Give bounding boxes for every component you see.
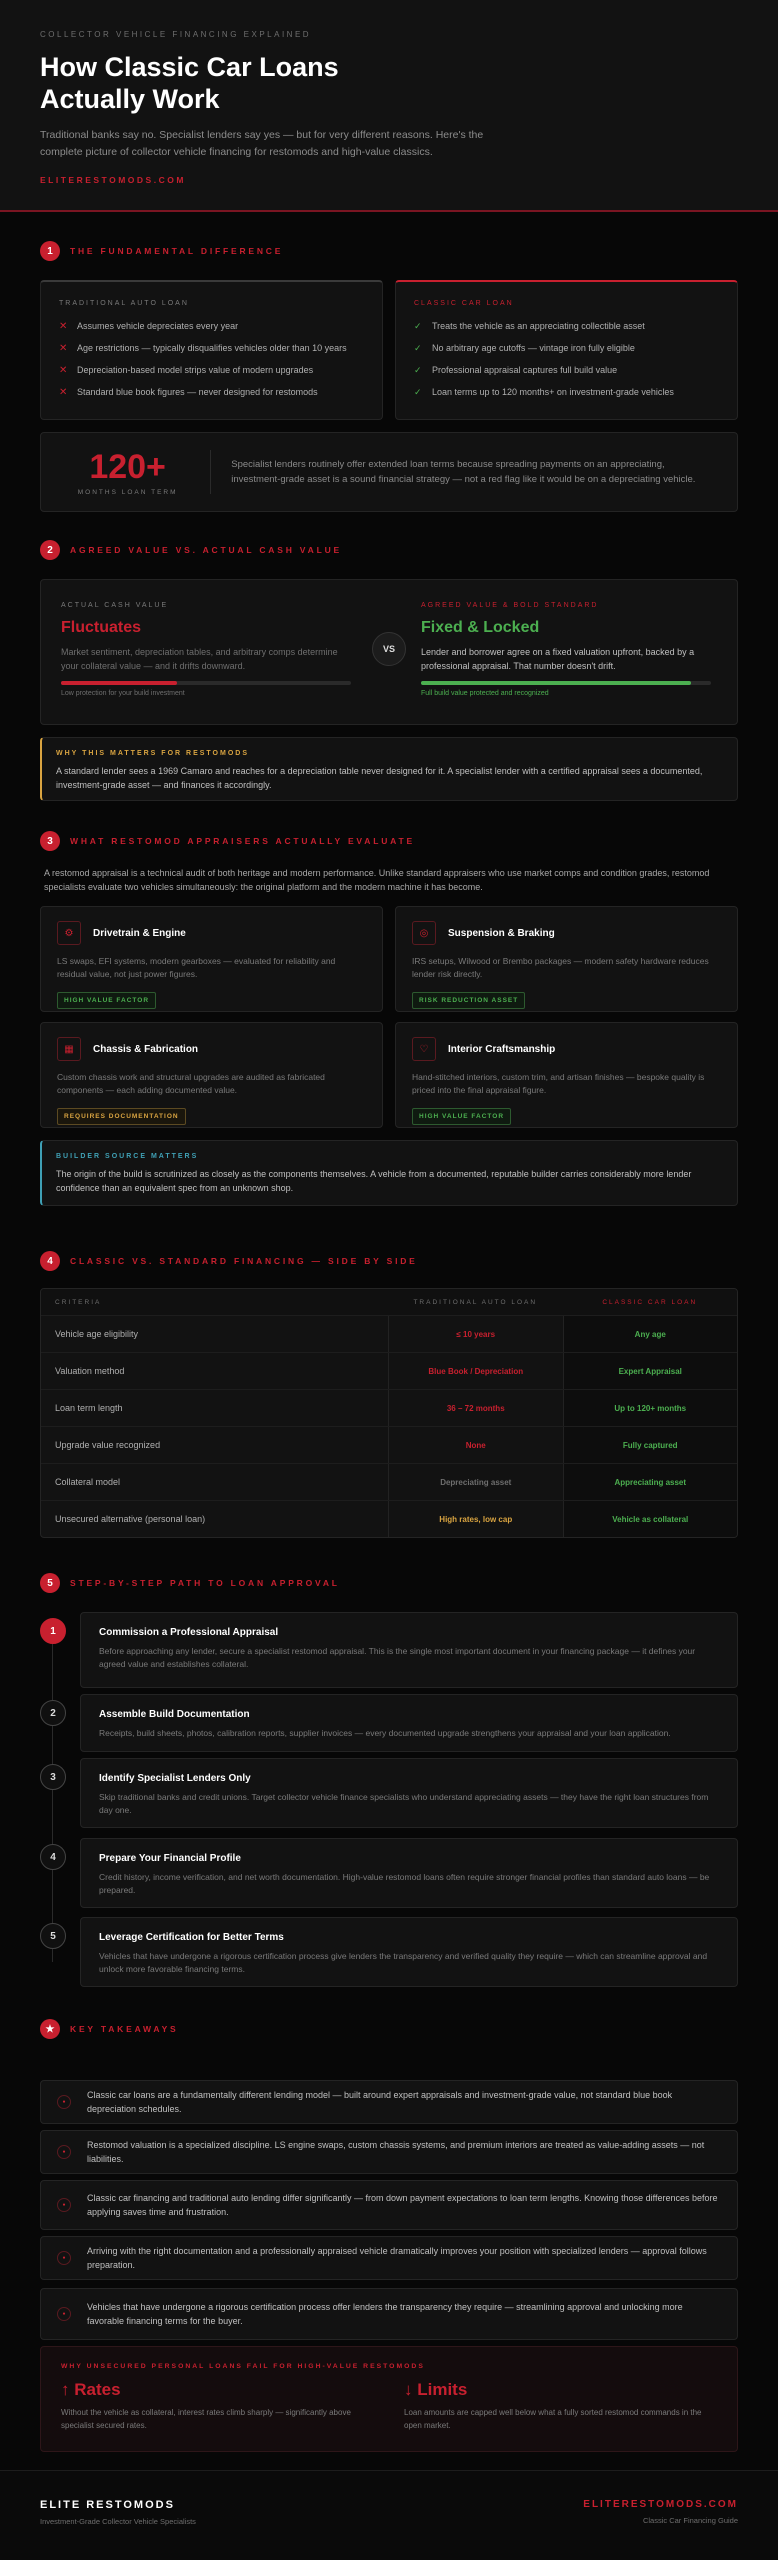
- card-title: Suspension & Braking: [448, 927, 555, 939]
- bullet-icon: ●: [57, 2145, 71, 2159]
- criteria-cell: Loan term length: [55, 1403, 123, 1413]
- criteria-cell: Unsecured alternative (personal loan): [55, 1514, 206, 1524]
- table-row: [41, 1463, 737, 1500]
- list-item: [414, 359, 719, 381]
- unsecured-loans-warning: [40, 2346, 738, 2452]
- section-title: CLASSIC VS. STANDARD FINANCING — SIDE BY SIDE: [70, 1256, 418, 1266]
- criteria-cell: Vehicle age eligibility: [55, 1329, 139, 1339]
- step-card: [80, 1694, 738, 1752]
- value-comparison-card: [40, 579, 738, 725]
- step-title: Prepare Your Financial Profile: [99, 1853, 241, 1864]
- section-key-takeaways: [40, 2018, 738, 2326]
- section-fundamental-difference: [40, 240, 738, 512]
- value-tag: HIGH VALUE FACTOR: [412, 1108, 511, 1125]
- list-item-text: Treats the vehicle as an appreciating collectible asset: [432, 321, 645, 331]
- section-number: 4: [40, 1251, 60, 1271]
- acv-title: Fluctuates: [61, 619, 142, 636]
- table-row: [41, 1315, 737, 1352]
- step-text: Receipts, build sheets, photos, calibration reports, supplier invoices — every documented upgrade strengthens your appraisal and your loan application.: [99, 1728, 671, 1738]
- builder-callout: [40, 1140, 738, 1206]
- value-tag: RISK REDUCTION ASSET: [412, 992, 525, 1009]
- step-text: Credit history, income verification, and net worth documentation. High-value restomod loans often require stronger financial profiles than standard auto loans — be prepared.: [99, 1872, 710, 1895]
- criteria-cell: Collateral model: [55, 1477, 121, 1487]
- comparison-table: [40, 1288, 738, 1538]
- table-row: [41, 1389, 737, 1426]
- table-row: [41, 1426, 737, 1463]
- classic-cell: Vehicle as collateral: [563, 1501, 737, 1537]
- list-item-text: Age restrictions — typically disqualifies vehicles older than 10 years: [77, 343, 347, 353]
- acv-text: Market sentiment, depreciation tables, and arbitrary comps determine your collateral value — and it drifts downward.: [61, 647, 338, 671]
- list-item: [59, 359, 364, 381]
- classic-cell: Up to 120+ months: [563, 1390, 737, 1426]
- list-item-text: Professional appraisal captures full build value: [432, 365, 618, 375]
- check-icon: ✓: [414, 386, 422, 397]
- acv-label: ACTUAL CASH VALUE: [61, 602, 169, 609]
- section-number: ★: [40, 2019, 60, 2039]
- callout-title: BUILDER SOURCE MATTERS: [56, 1153, 199, 1160]
- list-item: [59, 381, 364, 403]
- evaluation-card: [395, 906, 738, 1012]
- vs-badge: VS: [372, 632, 406, 666]
- takeaway-item: [40, 2080, 738, 2124]
- section-title: THE FUNDAMENTAL DIFFERENCE: [70, 246, 284, 256]
- footer-site-link[interactable]: ELITERESTOMODS.COM: [583, 2499, 738, 2510]
- step-number: 2: [40, 1700, 66, 1726]
- x-icon: ✕: [59, 364, 68, 376]
- traditional-cell: Blue Book / Depreciation: [388, 1353, 562, 1389]
- step-text: Vehicles that have undergone a rigorous certification process give lenders the transparency and verified quality they require — which can streamline approval and unlock more favorable financing terms.: [99, 1951, 708, 1974]
- gear-icon: ⚙: [57, 921, 81, 945]
- section-agreed-value: [40, 539, 738, 801]
- tag-wrap: [57, 989, 366, 1009]
- acv-bar: [61, 681, 351, 685]
- list-item: [59, 337, 364, 359]
- value-tag: HIGH VALUE FACTOR: [57, 992, 156, 1009]
- hero: [0, 0, 778, 212]
- x-icon: ✕: [59, 386, 68, 398]
- card-label: TRADITIONAL AUTO LOAN: [59, 300, 189, 307]
- evaluation-card: [40, 906, 383, 1012]
- tag-wrap: [57, 1105, 366, 1125]
- section-number: 1: [40, 241, 60, 261]
- check-icon: ✓: [414, 364, 422, 375]
- section-approval-steps: [40, 1572, 738, 1992]
- traditional-loan-card: [40, 280, 383, 420]
- section-title: STEP-BY-STEP PATH TO LOAN APPROVAL: [70, 1578, 340, 1588]
- classic-loan-card: [395, 280, 738, 420]
- classic-cell: Any age: [563, 1316, 737, 1352]
- list-item-text: Assumes vehicle depreciates every year: [77, 321, 239, 331]
- table-row: [41, 1500, 737, 1537]
- stat-value: 120+: [89, 447, 166, 486]
- loan-term-stat: [40, 432, 738, 512]
- card-header: [412, 1037, 721, 1061]
- section-title: KEY TAKEAWAYS: [70, 2024, 179, 2034]
- restomod-callout: [40, 737, 738, 801]
- section-title: WHAT RESTOMOD APPRAISERS ACTUALLY EVALUATE: [70, 836, 415, 846]
- step-title: Commission a Professional Appraisal: [99, 1627, 279, 1638]
- step-number: 3: [40, 1764, 66, 1790]
- callout-title: WHY THIS MATTERS FOR RESTOMODS: [56, 750, 250, 757]
- footer: [0, 2470, 778, 2560]
- bullet-icon: ●: [57, 2307, 71, 2321]
- traditional-cell: Depreciating asset: [388, 1464, 562, 1500]
- card-title: Interior Craftsmanship: [448, 1043, 556, 1055]
- section-title: AGREED VALUE VS. ACTUAL CASH VALUE: [70, 545, 342, 555]
- rates-text: Without the vehicle as collateral, interest rates climb sharply — significantly above specialist secured rates.: [61, 2408, 351, 2430]
- list-item: [59, 315, 364, 337]
- limits-title: ↓ Limits: [404, 2380, 468, 2399]
- takeaway-item: [40, 2130, 738, 2174]
- hero-eyebrow: COLLECTOR VEHICLE FINANCING EXPLAINED: [40, 30, 312, 39]
- table-row: [41, 1352, 737, 1389]
- table-header-classic: CLASSIC CAR LOAN: [602, 1298, 698, 1306]
- evaluation-card: [395, 1022, 738, 1128]
- card-text: IRS setups, Wilwood or Brembo packages — modern safety hardware reduces lender risk directly.: [412, 956, 709, 979]
- section-appraisers-evaluate: [40, 830, 738, 1206]
- takeaway-text: Classic car financing and traditional auto lending differ significantly — from down payment expectations to loan term lengths. Knowing those differences before applying saves time and frustration.: [87, 2193, 718, 2217]
- bullet-icon: ●: [57, 2095, 71, 2109]
- section-number: 5: [40, 1573, 60, 1593]
- takeaway-item: [40, 2180, 738, 2230]
- step-text: Skip traditional banks and credit unions. Target collector vehicle finance specialists who understand appreciating assets — they have the right loan structures from day one.: [99, 1792, 709, 1815]
- list-item-text: Standard blue book figures — never designed for restomods: [77, 387, 318, 397]
- card-text: Custom chassis work and structural upgrades are audited as fabricated components — each adding documented value.: [57, 1072, 325, 1095]
- step-item: [40, 1612, 738, 1688]
- takeaway-text: Classic car loans are a fundamentally different lending model — built around expert appraisals and investment-grade value, not standard blue book depreciation schedules.: [87, 2090, 673, 2114]
- frame-icon: ▦: [57, 1037, 81, 1061]
- agreed-title: Fixed & Locked: [421, 619, 540, 636]
- takeaway-text: Vehicles that have undergone a rigorous certification process offer lenders the transparency they require — streamlining approval and unlocking more favorable financing terms for the buyer.: [87, 2302, 683, 2326]
- takeaway-text: Restomod valuation is a specialized discipline. LS engine swaps, custom chassis systems, and premium interiors are treated as value-adding assets — not liabilities.: [87, 2140, 705, 2164]
- card-header: [57, 921, 366, 945]
- x-icon: ✕: [59, 320, 68, 332]
- page-title: How Classic Car Loans Actually Work: [40, 52, 339, 114]
- step-title: Assemble Build Documentation: [99, 1709, 250, 1720]
- footer-guide: Classic Car Financing Guide: [642, 2516, 738, 2525]
- list-item: [414, 315, 719, 337]
- tag-wrap: [412, 1105, 721, 1125]
- step-item: [40, 1694, 738, 1752]
- table-header-traditional: TRADITIONAL AUTO LOAN: [413, 1298, 538, 1306]
- section-number: 2: [40, 540, 60, 560]
- bullet-icon: ●: [57, 2251, 71, 2265]
- card-label: CLASSIC CAR LOAN: [414, 300, 514, 307]
- step-card: [80, 1758, 738, 1828]
- takeaway-item: [40, 2288, 738, 2340]
- check-icon: ✓: [414, 320, 422, 331]
- step-item: [40, 1758, 738, 1828]
- agreed-bar: [421, 681, 711, 685]
- wheel-icon: ◎: [412, 921, 436, 945]
- callout-text: The origin of the build is scrutinized as closely as the components themselves. A vehicle from a documented, reputable builder carries considerably more lender confidence than an equivalent spec from an unknown shop.: [56, 1169, 692, 1193]
- stat-text: Specialist lenders routinely offer extended loan terms because spreading payments on an appreciating, investment-grade asset is a sound financial strategy — not a red flag like it would be on a depreciating vehicle.: [231, 459, 696, 485]
- rates-title: ↑ Rates: [61, 2380, 121, 2399]
- check-icon: ✓: [414, 342, 422, 353]
- list-item-text: Loan terms up to 120 months+ on investment-grade vehicles: [432, 387, 674, 397]
- classic-cell: Appreciating asset: [563, 1464, 737, 1500]
- step-card: [80, 1838, 738, 1908]
- footer-brand: ELITE RESTOMODS: [40, 2499, 175, 2511]
- warning-title: WHY UNSECURED PERSONAL LOANS FAIL FOR HIGH-VALUE RESTOMODS: [61, 2363, 425, 2370]
- card-text: LS swaps, EFI systems, modern gearboxes — evaluated for reliability and residual value, not just power figures.: [57, 956, 336, 979]
- step-title: Identify Specialist Lenders Only: [99, 1773, 251, 1784]
- heart-icon: ♡: [412, 1037, 436, 1061]
- card-header: [57, 1037, 366, 1061]
- agreed-bar-note: Full build value protected and recognized: [421, 690, 549, 697]
- step-card: [80, 1612, 738, 1688]
- agreed-label: AGREED VALUE & BOLD STANDARD: [421, 602, 599, 609]
- hero-subtitle: Traditional banks say no. Specialist lenders say yes — but for very different reasons. Here's the complete picture of collector vehicle financing for restomods and high-value classics.: [40, 129, 484, 158]
- traditional-cell: High rates, low cap: [388, 1501, 562, 1537]
- criteria-cell: Upgrade value recognized: [55, 1440, 161, 1450]
- traditional-cell: ≤ 10 years: [388, 1316, 562, 1352]
- hero-site-link[interactable]: ELITERESTOMODS.COM: [40, 175, 186, 185]
- section-side-by-side: [40, 1250, 738, 1538]
- step-number: 1: [40, 1618, 66, 1644]
- traditional-cell: 36 – 72 months: [388, 1390, 562, 1426]
- step-title: Leverage Certification for Better Terms: [99, 1932, 284, 1943]
- evaluation-card: [40, 1022, 383, 1128]
- traditional-cell: None: [388, 1427, 562, 1463]
- classic-cell: Fully captured: [563, 1427, 737, 1463]
- step-item: [40, 1917, 738, 1987]
- value-tag: REQUIRES DOCUMENTATION: [57, 1108, 186, 1125]
- card-text: Hand-stitched interiors, custom trim, and artisan finishes — bespoke quality is priced into the final appraisal figure.: [412, 1072, 705, 1095]
- bullet-icon: ●: [57, 2198, 71, 2212]
- step-number: 4: [40, 1844, 66, 1870]
- step-card: [80, 1917, 738, 1987]
- list-item: [414, 337, 719, 359]
- step-item: [40, 1838, 738, 1908]
- criteria-cell: Valuation method: [55, 1366, 125, 1376]
- list-item-text: No arbitrary age cutoffs — vintage iron fully eligible: [432, 343, 635, 353]
- card-title: Chassis & Fabrication: [93, 1043, 199, 1055]
- callout-text: A standard lender sees a 1969 Camaro and reaches for a depreciation table never designed for it. A specialist lender with a certified appraisal sees a documented, investment-grade asset — and finances it accordingly.: [56, 766, 703, 790]
- list-item-text: Depreciation-based model strips value of modern upgrades: [77, 365, 314, 375]
- classic-cell: Expert Appraisal: [563, 1353, 737, 1389]
- section-number: 3: [40, 831, 60, 851]
- agreed-text: Lender and borrower agree on a fixed valuation upfront, backed by a professional appraisal. That number doesn't drift.: [421, 647, 695, 671]
- acv-bar-note: Low protection for your build investment: [61, 690, 185, 697]
- section-intro: A restomod appraisal is a technical audit of both heritage and modern performance. Unlike standard appraisers who use market comps and condition grades, restomod specialists evaluate two vehicles simultaneously: the original platform and the modern machine it has become.: [44, 868, 710, 892]
- x-icon: ✕: [59, 342, 68, 354]
- card-title: Drivetrain & Engine: [93, 927, 186, 939]
- stat-label: MONTHS LOAN TERM: [77, 488, 178, 496]
- step-number: 5: [40, 1923, 66, 1949]
- takeaway-item: [40, 2236, 738, 2280]
- tag-wrap: [412, 989, 721, 1009]
- limits-text: Loan amounts are capped well below what a fully sorted restomod commands in the open market.: [404, 2408, 702, 2430]
- step-text: Before approaching any lender, secure a specialist restomod appraisal. This is the single most important document in your financing package — it defines your agreed value and establishes collateral.: [99, 1646, 696, 1669]
- table-header-criteria: CRITERIA: [55, 1298, 102, 1306]
- list-item: [414, 381, 719, 403]
- footer-tagline: Investment-Grade Collector Vehicle Specialists: [40, 2517, 196, 2526]
- card-header: [412, 921, 721, 945]
- takeaway-text: Arriving with the right documentation and a professionally appraised vehicle dramatically improves your position with specialized lenders — approval follows preparation.: [87, 2246, 707, 2270]
